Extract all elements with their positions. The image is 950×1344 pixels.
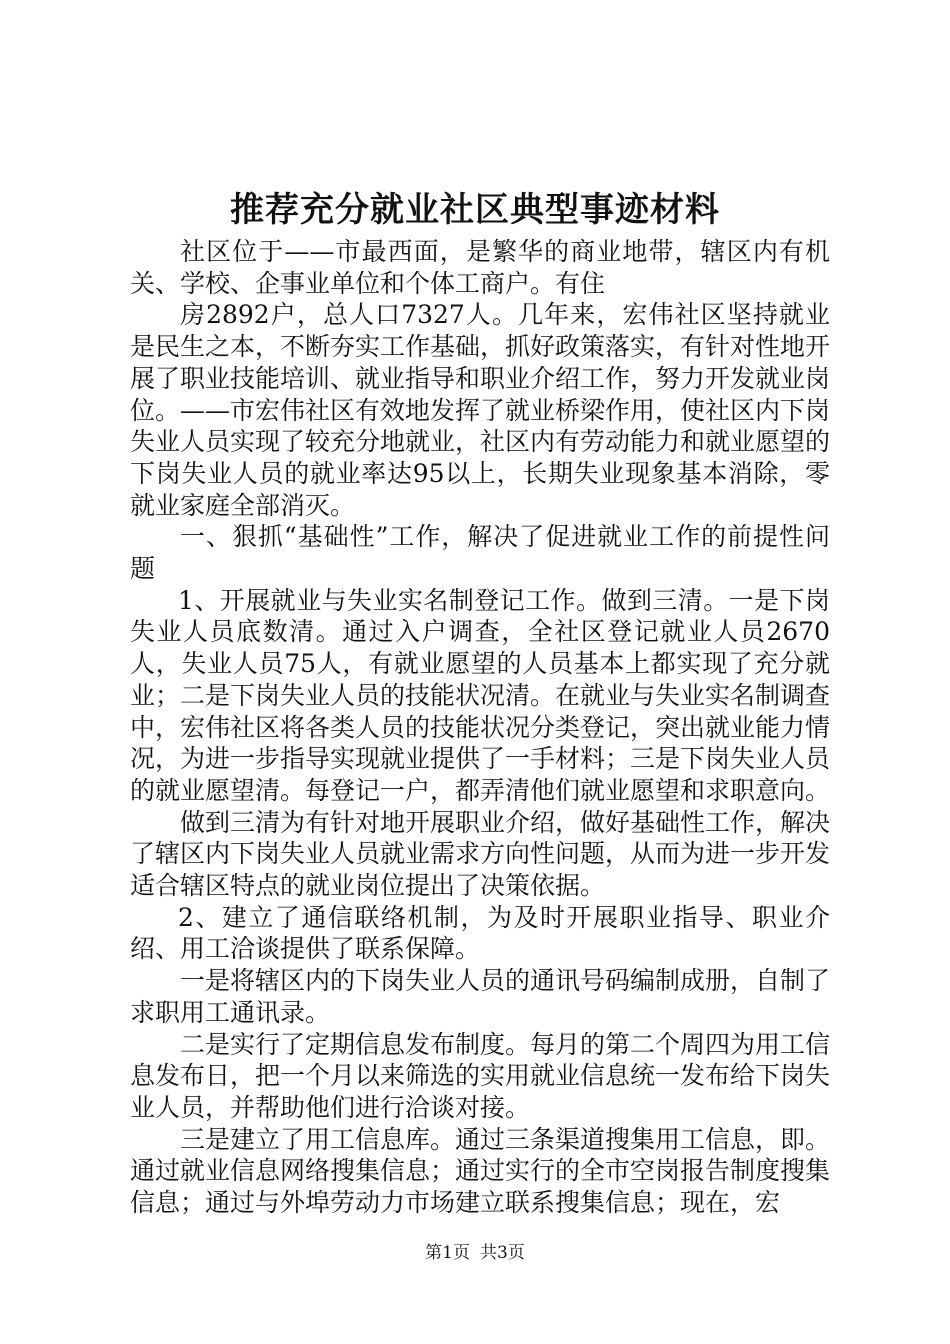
page-footer bbox=[0, 1242, 950, 1264]
paragraph: 社区位于——市最西面，是繁华的商业地带，辖区内有机关、学校、企事业单位和个体工商户。有住 bbox=[130, 237, 830, 298]
page-total: 共3页 bbox=[480, 1243, 525, 1263]
paragraph: 三是建立了用工信息库。通过三条渠道搜集用工信息，即。通过就业信息网络搜集信息；通过实行的全市空岗报告制度搜集信息；通过与外埠劳动力市场建立联系搜集信息；现在，宏 bbox=[130, 1124, 831, 1218]
paragraph: 二是实行了定期信息发布制度。每月的第二个周四为用工信息发布日，把一个月以来筛选的实用就业信息统一发布给下岗失业人员，并帮助他们进行洽谈对接。 bbox=[130, 1029, 831, 1122]
section-heading: 一、狠抓“基础性”工作，解决了促进就业工作的前提性问题 bbox=[130, 522, 830, 584]
document-title: 推荐充分就业社区典型事迹材料 bbox=[230, 190, 720, 230]
paragraph: 1、开展就业与失业实名制登记工作。做到三清。一是下岗失业人员底数清。通过入户调查，全社区登记就业人员2670人，失业人员75人，有就业愿望的人员基本上都实现了充分就业；二是下岗失业人员的技能状况清。在就业与失业实名制调查中，宏伟社区将各类人员的技能状况分类登记，突出就业能力情况，为进一步指导实现就业提供了一手材料；三是下岗失业人员的就业愿望清。每登记一户，都弄清他们就业愿望和求职意向。 bbox=[130, 585, 831, 805]
paragraph: 做到三清为有针对地开展职业介绍，做好基础性工作，解决了辖区内下岗失业人员就业需求方向性问题，从而为进一步开发适合辖区特点的就业岗位提出了决策依据。 bbox=[130, 807, 831, 901]
page-number: 第1页 bbox=[425, 1243, 470, 1263]
paragraph: 2、建立了通信联络机制，为及时开展职业指导、职业介绍、用工洽谈提供了联系保障。 bbox=[130, 902, 830, 964]
paragraph: 房2892户，总人口7327人。几年来，宏伟社区坚持就业是民生之本，不断夯实工作基础，抓好政策落实，有针对性地开展了职业技能培训、就业指导和职业介绍工作，努力开发就业岗位。——市宏伟社区有效地发挥了就业桥梁作用，使社区内下岗失业人员实现了较充分地就业，社区内有劳动能力和就业愿望的下岗失业人员的就业率达95以上，长期失业现象基本消除，零就业家庭全部消灭。 bbox=[130, 300, 831, 520]
document-body bbox=[130, 236, 830, 1219]
paragraph: 一是将辖区内的下岗失业人员的通讯号码编制成册，自制了求职用工通讯录。 bbox=[130, 966, 831, 1027]
